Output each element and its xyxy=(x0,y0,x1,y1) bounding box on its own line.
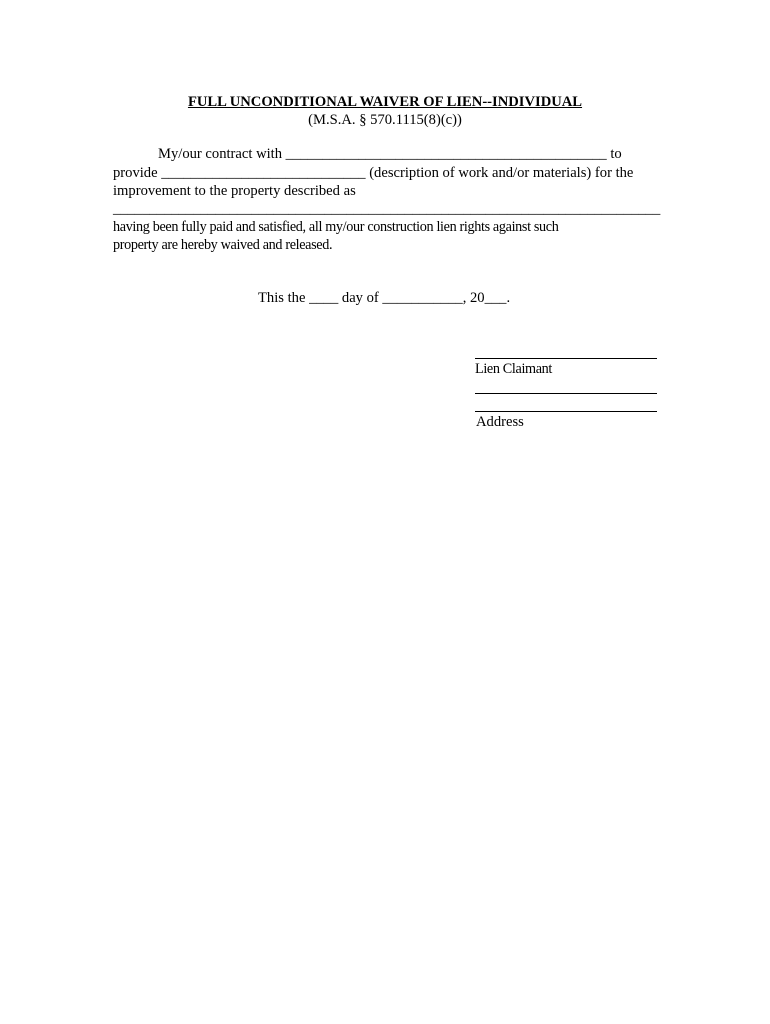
address-rule-2 xyxy=(475,411,657,412)
date-line: This the ____ day of ___________, 20___. xyxy=(258,290,511,306)
statute-citation: (M.S.A. § 570.1115(8)(c)) xyxy=(308,112,462,128)
body-line-improvement: improvement to the property described as xyxy=(113,183,356,199)
address-label: Address xyxy=(476,414,524,430)
lien-claimant-label: Lien Claimant xyxy=(475,361,553,377)
body-line-property-blank: ___________________________________________________________________________ xyxy=(113,201,661,217)
body-line-provide: provide ____________________________ (description of work and/or materials) for the xyxy=(113,165,634,181)
signature-rule xyxy=(475,358,657,359)
body-line-paid: having been fully paid and satisfied, all my/our construction lien rights against such xyxy=(113,219,559,235)
body-line-contract: My/our contract with ____________________________________________ to xyxy=(158,146,622,162)
address-rule-1 xyxy=(475,393,657,394)
document-title: FULL UNCONDITIONAL WAIVER OF LIEN--INDIVIDUAL xyxy=(187,94,583,110)
body-line-waived: property are hereby waived and released. xyxy=(113,237,333,253)
